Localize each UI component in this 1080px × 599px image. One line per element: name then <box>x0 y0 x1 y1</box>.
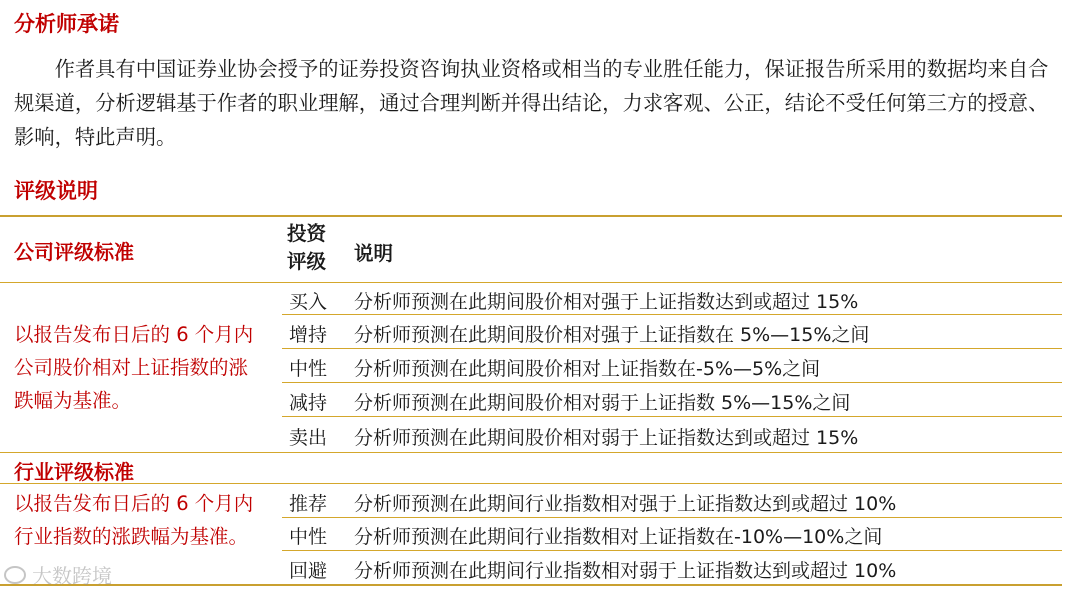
row-rule <box>282 517 1062 518</box>
section-title-rating-description: 评级说明 <box>14 179 98 203</box>
industry-rating-recommend: 推荐 <box>289 493 328 515</box>
watermark-logo-icon <box>4 566 26 584</box>
company-rating-neutral: 中性 <box>289 358 328 380</box>
company-rating-basis: 以报告发布日后的 6 个月内公司股价相对上证指数的涨跌幅为基准。 <box>14 323 254 412</box>
industry-rating-neutral-desc: 分析师预测在此期间行业指数相对上证指数在-10%—10%之间 <box>354 526 883 548</box>
table-header-rule <box>0 282 1062 283</box>
industry-rating-avoid: 回避 <box>289 560 328 582</box>
watermark <box>4 560 112 589</box>
row-rule <box>282 314 1062 315</box>
company-rating-sell: 卖出 <box>289 427 328 449</box>
company-rating-sell-desc: 分析师预测在此期间股价相对弱于上证指数达到或超过 15% <box>354 427 859 449</box>
row-rule <box>282 416 1062 417</box>
company-rating-standard-header: 公司评级标准 <box>14 240 134 264</box>
row-rule <box>282 382 1062 383</box>
investment-rating-header: 投资评级 <box>287 222 327 273</box>
industry-rating-neutral: 中性 <box>289 526 328 548</box>
company-rating-neutral-desc: 分析师预测在此期间股价相对上证指数在-5%—5%之间 <box>354 358 821 380</box>
industry-rating-recommend-desc: 分析师预测在此期间行业指数相对强于上证指数达到或超过 10% <box>354 493 897 515</box>
description-header: 说明 <box>354 242 394 265</box>
watermark-text: 大数跨境 <box>32 564 112 588</box>
company-rating-underweight: 减持 <box>289 392 328 414</box>
analyst-statement-paragraph: 作者具有中国证券业协会授予的证券投资咨询执业资格或相当的专业胜任能力，保证报告所采用的数据均来自合规渠道，分析逻辑基于作者的职业理解，通过合理判断并得出结论，力求客观、公正，结论不受任何第三方的授意、影响，特此声明。 <box>14 57 1049 149</box>
section-title-analyst-commitment: 分析师承诺 <box>14 12 119 36</box>
company-rating-overweight-desc: 分析师预测在此期间股价相对强于上证指数在 5%—15%之间 <box>354 324 870 346</box>
industry-rating-standard-header: 行业评级标准 <box>14 460 134 484</box>
company-rating-overweight: 增持 <box>289 324 328 346</box>
section-rule <box>0 452 1062 453</box>
row-rule <box>282 348 1062 349</box>
industry-rating-basis: 以报告发布日后的 6 个月内行业指数的涨跌幅为基准。 <box>14 492 254 548</box>
company-rating-buy-desc: 分析师预测在此期间股价相对强于上证指数达到或超过 15% <box>354 291 859 313</box>
company-rating-buy: 买入 <box>289 291 328 313</box>
row-rule <box>282 550 1062 551</box>
table-top-rule <box>0 215 1062 217</box>
industry-rating-avoid-desc: 分析师预测在此期间行业指数相对弱于上证指数达到或超过 10% <box>354 560 897 582</box>
section-rule <box>0 483 1062 484</box>
table-bottom-rule <box>0 584 1062 586</box>
company-rating-underweight-desc: 分析师预测在此期间股价相对弱于上证指数 5%—15%之间 <box>354 392 851 414</box>
